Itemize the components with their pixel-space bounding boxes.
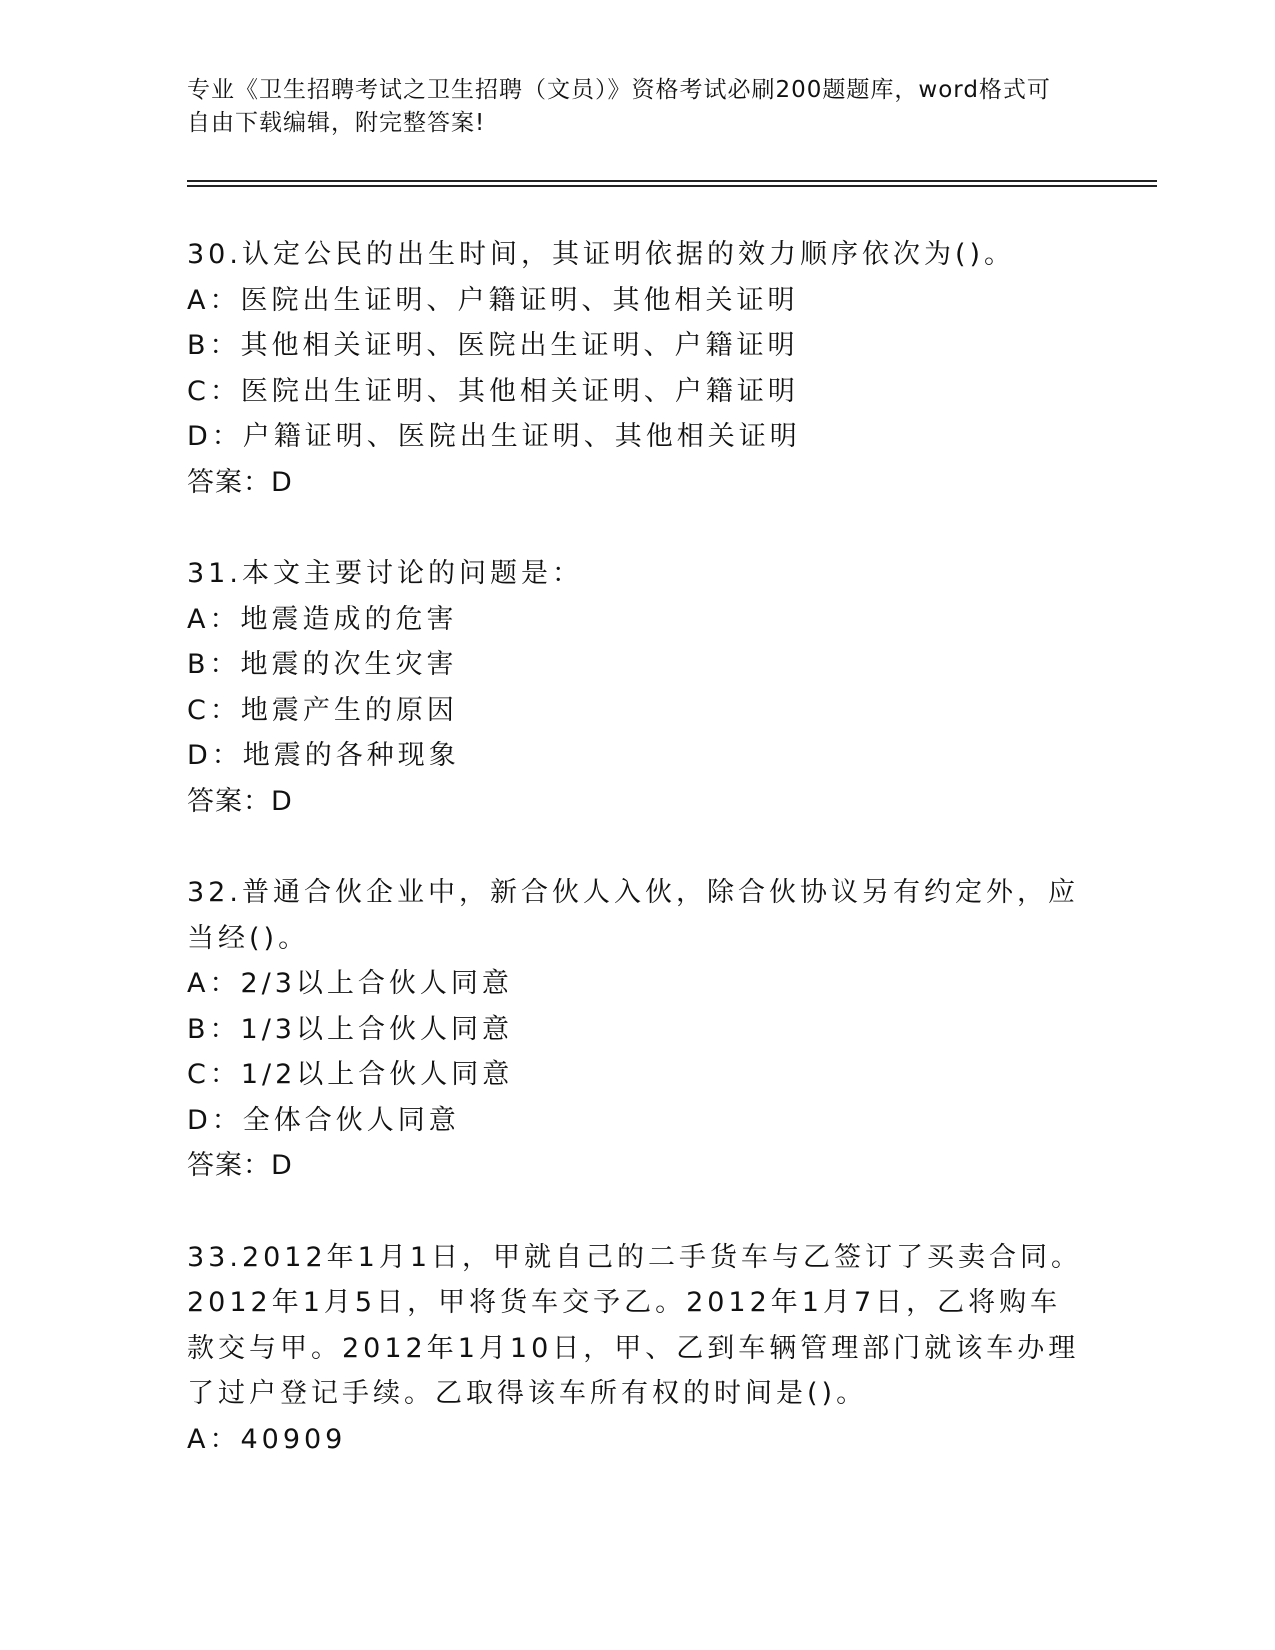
header-divider-bottom <box>187 185 1157 187</box>
option-c: C：医院出生证明、其他相关证明、户籍证明 <box>187 375 799 407</box>
answer: 答案：D <box>187 1150 293 1181</box>
option-d: D：地震的各种现象 <box>187 740 460 771</box>
option-a: A：40909 <box>187 1423 347 1455</box>
option-a: A：医院出生证明、户籍证明、其他相关证明 <box>187 284 799 316</box>
question-list <box>187 232 1087 1508</box>
option-d: D：全体合伙人同意 <box>187 1104 460 1136</box>
answer: 答案：D <box>187 785 293 817</box>
header-divider-top <box>187 180 1157 182</box>
option-b: B：其他相关证明、医院出生证明、户籍证明 <box>187 330 799 361</box>
question-33 <box>187 1235 1087 1463</box>
option-c: C：地震产生的原因 <box>187 694 458 726</box>
option-a: A：地震造成的危害 <box>187 603 458 635</box>
question-text: 33.2012年1月1日，甲就自己的二手货车与乙签订了买卖合同。2012年1月5日，甲将货车交予乙。2012年1月7日，乙将购车款交与甲。2012年1月10日，甲、乙到车辆管理部门就该车办理了过户登记手续。乙取得该车所有权的时间是()。 <box>187 1241 1083 1409</box>
question-31 <box>187 551 1087 824</box>
option-d: D：户籍证明、医院出生证明、其他相关证明 <box>187 421 801 452</box>
question-text: 32.普通合伙企业中，新合伙人入伙，除合伙协议另有约定外，应当经()。 <box>187 877 1079 954</box>
option-b: B：1/3以上合伙人同意 <box>187 1013 513 1045</box>
answer: 答案：D <box>187 466 293 498</box>
option-b: B：地震的次生灾害 <box>187 649 458 680</box>
option-c: C：1/2以上合伙人同意 <box>187 1059 514 1090</box>
option-a: A：2/3以上合伙人同意 <box>187 968 513 999</box>
document-intro: 专业《卫生招聘考试之卫生招聘（文员）》资格考试必刷200题题库，word格式可自由下载编辑，附完整答案! <box>187 77 1051 136</box>
question-32 <box>187 870 1087 1189</box>
question-30 <box>187 232 1087 505</box>
question-text: 31.本文主要讨论的问题是： <box>187 558 583 589</box>
question-text: 30.认定公民的出生时间，其证明依据的效力顺序依次为()。 <box>187 239 1016 270</box>
